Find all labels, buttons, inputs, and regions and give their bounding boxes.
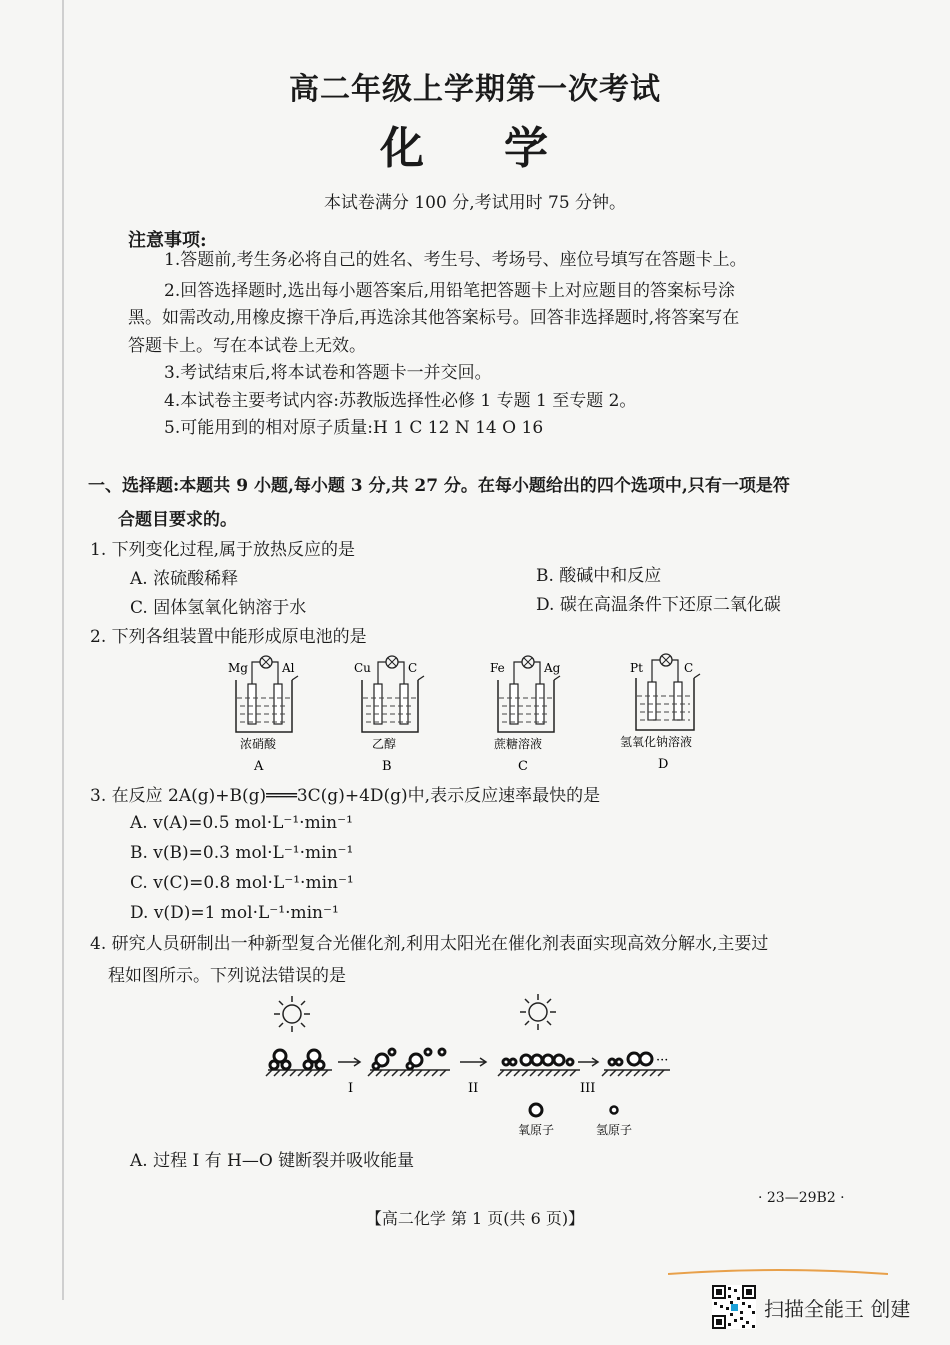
- exam-code: · 23—29B2 ·: [758, 1190, 845, 1206]
- sun-icon: [520, 994, 556, 1030]
- q4-step-3-label: III: [580, 1081, 596, 1096]
- notice-item-4: 4.本试卷主要考试内容:苏教版选择性必修 1 专题 1 至专题 2。: [164, 391, 637, 411]
- q3-option-b: B. v(B)=0.3 mol·L⁻¹·min⁻¹: [130, 843, 354, 863]
- q2-cell-b-right-electrode: C: [408, 661, 418, 675]
- q4-stem-cont: 程如图所示。下列说法错误的是: [108, 966, 346, 986]
- q3-option-d: D. v(D)=1 mol·L⁻¹·min⁻¹: [130, 903, 339, 923]
- q2-cell-d: [620, 654, 700, 772]
- q2-cell-d-left-electrode: Pt: [630, 661, 643, 675]
- exam-info: 本试卷满分 100 分,考试用时 75 分钟。: [323, 193, 627, 213]
- q2-cell-d-right-electrode: C: [684, 661, 694, 675]
- qr-code-icon: [712, 1285, 756, 1329]
- notice-item-2: 2.回答选择题时,选出每小题答案后,用铅笔把答题卡上对应题目的答案标号涂: [164, 281, 736, 301]
- page-footer: 【高二化学 第 1 页(共 6 页)】: [365, 1209, 585, 1228]
- q3-option-c: C. v(C)=0.8 mol·L⁻¹·min⁻¹: [130, 873, 354, 893]
- q2-cell-c-left-electrode: Fe: [490, 661, 505, 675]
- legend-hydrogen-label: 氢原子: [596, 1123, 633, 1137]
- q2-cell-b-solution: 乙醇: [372, 737, 397, 751]
- q1-stem: 1. 下列变化过程,属于放热反应的是: [90, 540, 356, 560]
- svg-text:···: ···: [656, 1053, 669, 1068]
- q1-option-c: C. 固体氢氧化钠溶于水: [130, 598, 307, 618]
- q2-cell-d-letter: D: [658, 757, 669, 772]
- q2-cell-a: [228, 656, 298, 774]
- q4-step-2-label: II: [468, 1081, 479, 1096]
- legend-hydrogen: [596, 1107, 632, 1138]
- oh-fragments: [373, 1049, 445, 1069]
- q4-option-a: A. 过程 I 有 H—O 键断裂并吸收能量: [130, 1151, 415, 1171]
- exam-title: 高二年级上学期第一次考试: [289, 72, 661, 107]
- decorative-stroke: [668, 1268, 888, 1276]
- q2-cell-b: [354, 656, 424, 774]
- q2-cell-c-solution: 蔗糖溶液: [494, 737, 543, 751]
- notice-item-1: 1.答题前,考生务必将自己的姓名、考生号、考场号、座位号填写在答题卡上。: [164, 250, 747, 270]
- notice-item-3: 3.考试结束后,将本试卷和答题卡一并交回。: [164, 363, 492, 383]
- q3-stem: 3. 在反应 2A(g)+B(g)═══3C(g)+4D(g)中,表示反应速率最快的是: [90, 786, 601, 806]
- section1-heading-cont: 合题目要求的。: [118, 510, 237, 530]
- q2-cell-c: [490, 656, 561, 774]
- legend-oxygen: [518, 1104, 554, 1137]
- q2-cell-b-left-electrode: Cu: [354, 661, 371, 675]
- subject-title: 化学: [380, 123, 628, 174]
- q2-cell-a-left-electrode: Mg: [228, 661, 248, 675]
- water-molecules: [270, 1050, 324, 1069]
- watermark-text: 扫描全能王 创建: [764, 1297, 911, 1321]
- sun-icon: [274, 996, 310, 1032]
- q4-process-figure: [260, 992, 700, 1142]
- q1-option-b: B. 酸碱中和反应: [536, 566, 662, 586]
- q2-cell-b-letter: B: [382, 759, 392, 774]
- q4-stem: 4. 研究人员研制出一种新型复合光催化剂,利用太阳光在催化剂表面实现高效分解水,主要过: [90, 934, 769, 954]
- notice-item-2-end: 答题卡上。写在本试卷上无效。: [128, 336, 366, 356]
- section1-heading: 一、选择题:本题共 9 小题,每小题 3 分,共 27 分。在每小题给出的四个选项中,只有一项是符: [88, 476, 790, 496]
- notice-title: 注意事项:: [128, 230, 207, 251]
- q2-cell-d-solution: 氢氧化钠溶液: [620, 735, 693, 749]
- notice-item-5: 5.可能用到的相对原子质量:H 1 C 12 N 14 O 16: [164, 418, 544, 438]
- q4-step-1-label: I: [348, 1081, 354, 1096]
- q2-cell-a-solution: 浓硝酸: [240, 737, 277, 751]
- q2-cell-a-right-electrode: Al: [282, 661, 295, 675]
- q2-cell-a-letter: A: [254, 759, 264, 774]
- catalyst-surface: [266, 1070, 670, 1076]
- legend-oxygen-label: 氧原子: [518, 1123, 555, 1137]
- q1-option-a: A. 浓硫酸稀释: [130, 569, 239, 589]
- q3-option-a: A. v(A)=0.5 mol·L⁻¹·min⁻¹: [130, 813, 353, 833]
- notice-item-2-cont: 黑。如需改动,用橡皮擦干净后,再选涂其他答案标号。回答非选择题时,将答案写在: [128, 308, 740, 328]
- q1-option-d: D. 碳在高温条件下还原二氧化碳: [536, 595, 781, 615]
- q2-cells-figure: [210, 650, 730, 774]
- q2-stem: 2. 下列各组装置中能形成原电池的是: [90, 627, 367, 647]
- q2-cell-c-letter: C: [518, 759, 528, 774]
- q2-cell-c-right-electrode: Ag: [544, 661, 561, 675]
